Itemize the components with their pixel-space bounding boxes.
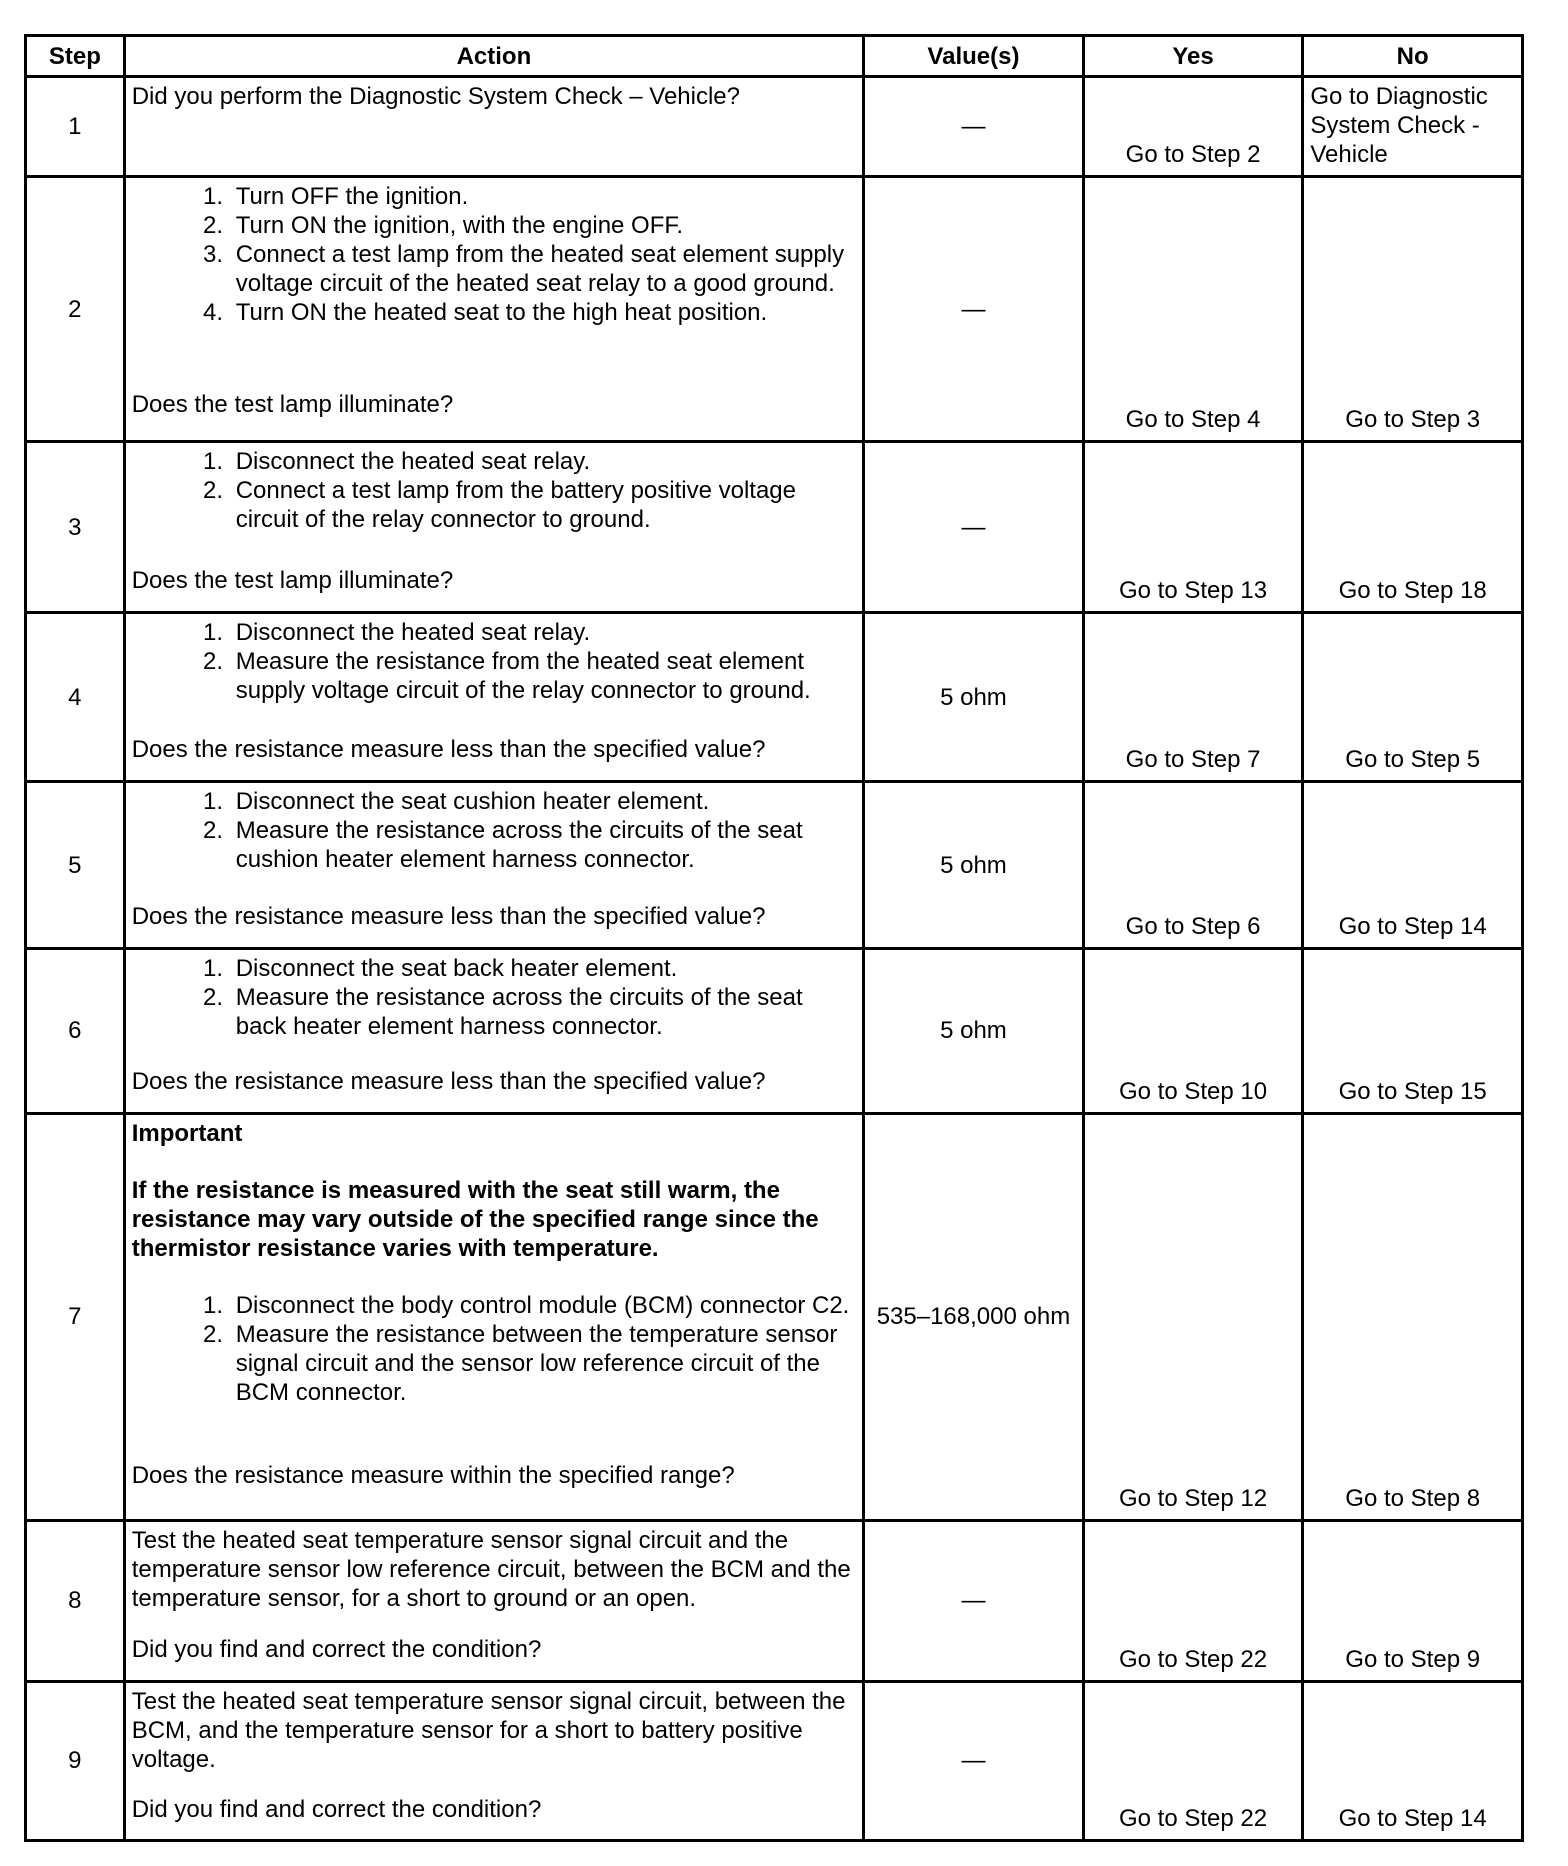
value-cell: 5 ohm [864, 948, 1084, 1113]
action-step: 1. Turn OFF the ignition. [230, 182, 856, 211]
action-steps [132, 954, 856, 1067]
action-step: 4. Turn ON the heated seat to the high heat position. [230, 298, 856, 327]
table-row [26, 77, 1523, 177]
action-steps [132, 447, 856, 566]
action-step: 1. Disconnect the seat cushion heater element. [230, 787, 856, 816]
value-cell: — [864, 442, 1084, 613]
no-cell: Go to Diagnostic System Check - Vehicle [1303, 77, 1523, 177]
action-cell [124, 782, 863, 949]
action-cell [124, 948, 863, 1113]
value-cell: — [864, 77, 1084, 177]
yes-cell: Go to Step 7 [1083, 613, 1303, 782]
action-step: 2. Measure the resistance across the circuits of the seat back heater element harness connector. [230, 983, 856, 1041]
action-question: Does the resistance measure less than the specified value? [131, 903, 766, 931]
action-step: 3. Connect a test lamp from the heated seat element supply voltage circuit of the heated seat relay to a good ground. [230, 240, 856, 298]
yes-cell: Go to Step 2 [1083, 77, 1303, 177]
yes-cell: Go to Step 13 [1083, 442, 1303, 613]
values-header: Value(s) [864, 36, 1084, 77]
step-number: 9 [26, 1681, 125, 1840]
yes-header: Yes [1083, 36, 1303, 77]
yes-cell: Go to Step 10 [1083, 948, 1303, 1113]
step-number: 8 [26, 1521, 125, 1681]
no-cell: Go to Step 3 [1303, 176, 1523, 442]
action-question: Does the resistance measure less than the specified value? [131, 1067, 766, 1095]
step-number: 6 [26, 948, 125, 1113]
action-step: 1. Disconnect the seat back heater element. [230, 954, 856, 983]
action-step: 2. Turn ON the ignition, with the engine OFF. [230, 211, 856, 240]
header-row [26, 36, 1523, 77]
diagnostic-table [24, 34, 1524, 1842]
action-question: Does the test lamp illuminate? [131, 390, 454, 418]
value-cell: 5 ohm [864, 782, 1084, 949]
action-question: Does the test lamp illuminate? [131, 567, 454, 595]
action-question: Did you find and correct the condition? [131, 1636, 542, 1664]
step-number: 1 [26, 77, 125, 177]
yes-cell: Go to Step 4 [1083, 176, 1303, 442]
table-row [26, 782, 1523, 949]
action-cell [124, 176, 863, 442]
action-step: 2. Measure the resistance between the temperature sensor signal circuit and the sensor low reference circuit of the BCM connector. [230, 1320, 856, 1407]
action-text: Test the heated seat temperature sensor signal circuit, between the BCM, and the temperature sensor for a short to battery positive voltage. [131, 1687, 846, 1773]
action-cell [124, 1113, 863, 1521]
action-step: 1. Disconnect the heated seat relay. [230, 618, 856, 647]
table-row [26, 1681, 1523, 1840]
step-number: 3 [26, 442, 125, 613]
action-question: Does the resistance measure within the specified range? [131, 1461, 735, 1489]
action-question: Did you find and correct the condition? [131, 1795, 542, 1823]
value-cell: — [864, 1681, 1084, 1840]
no-header: No [1303, 36, 1523, 77]
yes-cell: Go to Step 22 [1083, 1521, 1303, 1681]
action-cell [124, 77, 863, 177]
action-cell [124, 613, 863, 782]
action-step: 2. Measure the resistance across the circuits of the seat cushion heater element harness connector. [230, 816, 856, 874]
table-row [26, 1521, 1523, 1681]
action-header: Action [124, 36, 863, 77]
no-cell: Go to Step 8 [1303, 1113, 1523, 1521]
action-cell [124, 1521, 863, 1681]
yes-cell: Go to Step 12 [1083, 1113, 1303, 1521]
important-text: If the resistance is measured with the seat still warm, the resistance may vary outside of the specified range since the thermistor resistance varies with temperature. [131, 1176, 819, 1262]
step-number: 7 [26, 1113, 125, 1521]
action-cell [124, 1681, 863, 1840]
action-question: Did you perform the Diagnostic System Check – Vehicle? [131, 83, 741, 110]
step-header: Step [26, 36, 125, 77]
table-row [26, 176, 1523, 442]
value-cell: 535–168,000 ohm [864, 1113, 1084, 1521]
step-number: 5 [26, 782, 125, 949]
no-cell: Go to Step 9 [1303, 1521, 1523, 1681]
step-number: 2 [26, 176, 125, 442]
action-cell [124, 442, 863, 613]
no-cell: Go to Step 14 [1303, 782, 1523, 949]
yes-cell: Go to Step 6 [1083, 782, 1303, 949]
step-number: 4 [26, 613, 125, 782]
table-row [26, 948, 1523, 1113]
action-step: 1. Disconnect the heated seat relay. [230, 447, 856, 476]
value-cell: 5 ohm [864, 613, 1084, 782]
action-steps [132, 618, 856, 735]
no-cell: Go to Step 5 [1303, 613, 1523, 782]
table-row [26, 613, 1523, 782]
action-steps [132, 182, 856, 390]
no-cell: Go to Step 18 [1303, 442, 1523, 613]
yes-cell: Go to Step 22 [1083, 1681, 1303, 1840]
action-steps [132, 1291, 856, 1461]
action-steps [132, 787, 856, 902]
action-question: Does the resistance measure less than the specified value? [131, 736, 766, 764]
no-cell: Go to Step 15 [1303, 948, 1523, 1113]
action-text: Test the heated seat temperature sensor signal circuit and the temperature sensor low reference circuit, between the BCM and the temperature sensor, for a short to ground or an open. [131, 1527, 851, 1613]
table-row [26, 1113, 1523, 1521]
action-step: 2. Measure the resistance from the heated seat element supply voltage circuit of the relay connector to ground. [230, 647, 856, 705]
important-title: Important [131, 1119, 243, 1147]
action-step: 2. Connect a test lamp from the battery positive voltage circuit of the relay connector to ground. [230, 476, 856, 534]
table-row [26, 442, 1523, 613]
value-cell: — [864, 176, 1084, 442]
value-cell: — [864, 1521, 1084, 1681]
action-step: 1. Disconnect the body control module (BCM) connector C2. [230, 1291, 856, 1320]
no-cell: Go to Step 14 [1303, 1681, 1523, 1840]
